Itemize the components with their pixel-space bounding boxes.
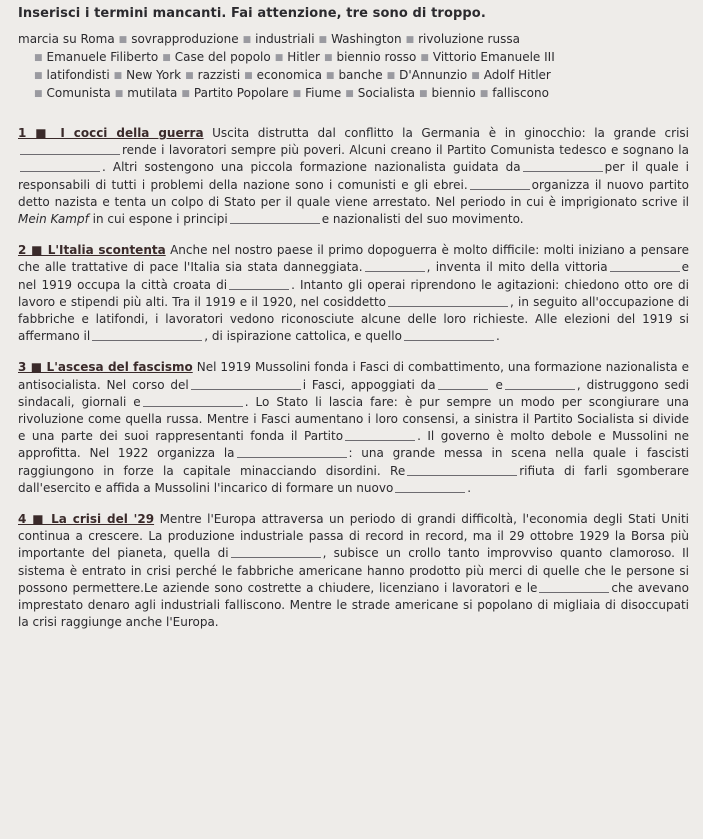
separator-square-icon: ■ [113, 71, 123, 81]
text-span: rifiuta di farli sgomberare dall'esercito e affida a Mussolini l'incarico di formare un nuovo [18, 463, 689, 495]
word-bank-term: latifondisti [46, 68, 110, 82]
section-2-text [18, 242, 689, 345]
word-bank [18, 31, 689, 103]
word-bank-term: rivoluzione russa [418, 32, 520, 46]
text-span: per il quale i responsabili di tutti i problemi della nazione sono i comunisti e gli ebrei. [18, 160, 689, 192]
word-bank-term: sovrapproduzione [131, 32, 239, 46]
section-1 [18, 125, 689, 228]
text-span: Uscita distrutta dal conflitto la Germania è in ginocchio: la grande crisi [212, 126, 689, 140]
section-3-heading: 3 ■ L'ascesa del fascismo [18, 360, 193, 375]
text-span: e [495, 377, 503, 392]
separator-square-icon: ■ [34, 89, 43, 99]
text-span: che avevano imprestato denaro agli industriali falliscono. Mentre le strade americane si popolano di migliaia di disoccupati la crisi raggiunge anche l'Europa. [18, 580, 690, 630]
section-1-heading: 1 ■ I cocci della guerra [18, 126, 204, 140]
text-span: e nel 1919 occupa la città croata di [18, 260, 690, 292]
word-bank-term: D'Annunzio [399, 68, 468, 82]
word-bank-row-1 [18, 31, 689, 49]
blank-field[interactable] [20, 161, 100, 172]
text-span: , inventa il mito della vittoria [426, 260, 608, 275]
blank-field[interactable] [20, 144, 120, 155]
exercise-instruction: Inserisci i termini mancanti. Fai attenzione, tre sono di troppo. [18, 6, 486, 21]
section-1-text [18, 125, 689, 228]
separator-square-icon: ■ [479, 89, 489, 99]
word-bank-row-2 [18, 49, 689, 67]
blank-field[interactable] [505, 379, 575, 390]
text-span: Mentre l'Europa attraversa un periodo di grandi difficoltà, l'economia degli Stati Uniti continua a crescere. La produzione industriale passa di record in record, ma il 29 ottobre 1929 la Borsa più importante del pianeta, quella di [18, 512, 689, 561]
separator-square-icon: ■ [292, 89, 302, 99]
separator-square-icon: ■ [181, 89, 190, 99]
text-span: rende i lavoratori sempre più poveri. Alcuni creano il Partito Comunista tedesco e sognano la [122, 143, 689, 158]
text-span: . Altri sostengono una piccola formazione nazionalista guidata da [102, 160, 521, 175]
text-span: . Intanto gli operai riprendono le agitazioni: chiedono otto ore di lavoro e stipendi più alti. Tra il 1919 e il 1920, nel cosiddetto [18, 277, 689, 309]
blank-field[interactable] [191, 379, 301, 390]
word-bank-term: marcia su Roma [18, 32, 115, 46]
blank-field[interactable] [395, 482, 465, 493]
text-span: Nel 1919 Mussolini fonda i Fasci di combattimento, una formazione nazionalista e antisocialista. Nel corso del [18, 360, 689, 392]
blank-field[interactable] [143, 396, 243, 407]
separator-square-icon: ■ [345, 89, 354, 99]
text-span: e nazionalisti del suo movimento. [321, 212, 524, 227]
book-title: Mein Kampf [18, 212, 89, 227]
section-2-heading: 2 ■ L'Italia scontenta [18, 243, 166, 258]
blank-field[interactable] [470, 179, 530, 190]
word-bank-term: Socialista [357, 86, 415, 100]
section-3 [18, 359, 689, 497]
word-bank-row-4 [18, 85, 689, 103]
word-bank-term: banche [338, 68, 383, 82]
text-span: Anche nel nostro paese il primo dopoguerra è molto difficile: molti iniziano a pensare che alle trattative di pace l'Italia sia stata danneggiata. [18, 243, 689, 275]
blank-field[interactable] [229, 279, 289, 290]
blank-field[interactable] [230, 213, 320, 224]
separator-square-icon: ■ [386, 71, 396, 81]
separator-square-icon: ■ [162, 53, 171, 63]
blank-field[interactable] [92, 330, 202, 341]
word-bank-term: mutilata [127, 86, 178, 100]
section-2 [18, 242, 689, 345]
blank-field[interactable] [523, 161, 603, 172]
separator-square-icon: ■ [405, 35, 415, 45]
text-span: i Fasci, appoggiati da [302, 377, 436, 392]
word-bank-term: Adolf Hitler [483, 68, 551, 82]
separator-square-icon: ■ [114, 89, 124, 99]
section-4-text [18, 511, 689, 631]
separator-square-icon: ■ [274, 53, 284, 63]
separator-square-icon: ■ [418, 89, 428, 99]
word-bank-term: economica [256, 68, 322, 82]
separator-square-icon: ■ [471, 71, 480, 81]
section-4 [18, 511, 689, 631]
word-bank-term: Vittorio Emanuele III [432, 50, 555, 64]
section-3-text [18, 359, 689, 497]
separator-square-icon: ■ [185, 71, 194, 81]
text-span: . [467, 480, 472, 495]
word-bank-term: Washington [331, 32, 402, 46]
text-span: , subisce un crollo tanto improvviso quanto clamoroso. Il sistema è entrato in crisi perché le fabbriche americane hanno prodotto più merci di quelle che le persone si possono permettere.Le aziende sono costrette a chiudere, licenziano i lavoratori e le [18, 546, 689, 595]
word-bank-term: Case del popolo [174, 50, 271, 64]
section-4-heading: 4 ■ La crisi del '29 [18, 512, 155, 527]
text-span: , di ispirazione cattolica, e quello [204, 329, 402, 344]
blank-field[interactable] [438, 379, 488, 390]
blank-field[interactable] [345, 430, 415, 441]
word-bank-term: New York [126, 68, 182, 82]
separator-square-icon: ■ [325, 71, 335, 81]
separator-square-icon: ■ [118, 35, 128, 45]
word-bank-term: Hitler [287, 50, 320, 64]
blank-field[interactable] [610, 261, 680, 272]
word-bank-term: Emanuele Filiberto [46, 50, 159, 64]
blank-field[interactable] [237, 447, 347, 458]
text-span: , distruggono sedi sindacali, giornali e [18, 377, 689, 409]
blank-field[interactable] [404, 330, 494, 341]
text-span: in cui espone i principi [92, 212, 228, 227]
word-bank-term: biennio rosso [336, 50, 417, 64]
separator-square-icon: ■ [244, 71, 253, 81]
text-span: organizza il nuovo partito detto nazista e tenta un colpo di Stato per il quale viene arrestato. Nel periodo in cui è imprigionato scrive il [18, 177, 689, 209]
word-bank-term: falliscono [492, 86, 549, 100]
blank-field[interactable] [365, 261, 425, 272]
word-bank-term: Fiume [305, 86, 342, 100]
blank-field[interactable] [539, 582, 609, 593]
separator-square-icon: ■ [34, 71, 43, 81]
text-span: . Lo Stato li lascia fare: è pur sempre un modo per scongiurare una rivoluzione come quella russa. Mentre i Fasci aumentano i loro consensi, a sinistra il Partito Socialista si divide e una parte dei suoi rappresentanti fonda il Partito [18, 394, 690, 444]
separator-square-icon: ■ [323, 53, 333, 63]
separator-square-icon: ■ [34, 53, 43, 63]
word-bank-term: razzisti [197, 68, 241, 82]
word-bank-term: biennio [431, 86, 476, 100]
text-span: : una grande messa in scena nella quale i fascisti raggiungono in forze la capitale minacciando disordini. Re [18, 446, 690, 478]
text-span: . Il governo è molto debole e Mussolini ne approfitta. Nel 1922 organizza la [18, 429, 689, 461]
separator-square-icon: ■ [420, 53, 429, 63]
word-bank-term: Comunista [46, 86, 111, 100]
blank-field[interactable] [407, 465, 517, 476]
blank-field[interactable] [231, 547, 321, 558]
text-span: . [495, 329, 500, 344]
word-bank-term: Partito Popolare [193, 86, 289, 100]
separator-square-icon: ■ [242, 35, 252, 45]
blank-field[interactable] [388, 296, 508, 307]
text-span: , in seguito all'occupazione di fabbriche e latifondi, i lavoratori vedono riconosciute alcune delle loro richieste. Alle elezioni del 1919 si affermano il [18, 294, 689, 344]
word-bank-row-3 [18, 67, 689, 85]
word-bank-term: industriali [255, 32, 315, 46]
separator-square-icon: ■ [318, 35, 328, 45]
